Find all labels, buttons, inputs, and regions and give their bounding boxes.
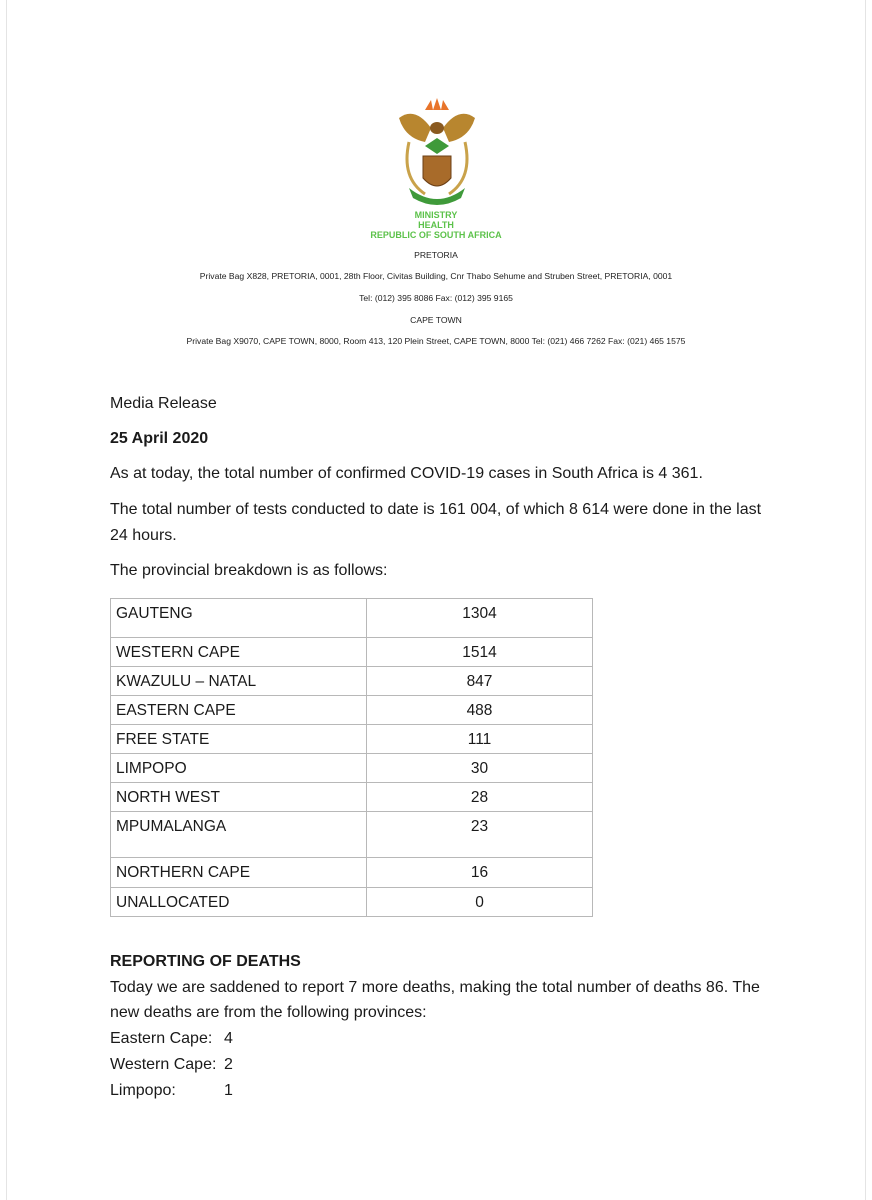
province-cases: 1514 <box>367 638 593 667</box>
province-cases: 0 <box>367 888 593 917</box>
deaths-line1: Today we are saddened to report 7 more deaths, making the total number of deaths 86. The <box>110 979 760 996</box>
death-count: 1 <box>224 1082 233 1099</box>
capetown-heading: CAPE TOWN <box>410 315 462 325</box>
province-cases: 111 <box>367 725 593 754</box>
province-name: NORTHERN CAPE <box>111 858 367 888</box>
province-name: NORTH WEST <box>111 783 367 812</box>
tests-paragraph-line2: 24 hours. <box>110 527 177 544</box>
pretoria-heading: PRETORIA <box>414 250 458 260</box>
table-row <box>111 667 593 696</box>
province-cases: 488 <box>367 696 593 725</box>
province-cases: 16 <box>367 858 593 888</box>
province-cases: 1304 <box>367 599 593 638</box>
table-row <box>111 725 593 754</box>
province-name: GAUTENG <box>111 599 367 638</box>
death-province: Eastern Cape: <box>110 1030 213 1047</box>
table-row <box>111 888 593 917</box>
table-row <box>111 783 593 812</box>
tests-paragraph-line1: The total number of tests conducted to date is 161 004, of which 8 614 were done in the last <box>110 501 762 518</box>
table-row <box>111 638 593 667</box>
province-name: KWAZULU – NATAL <box>111 667 367 696</box>
province-cases: 30 <box>367 754 593 783</box>
death-item <box>110 1026 233 1052</box>
death-item <box>110 1052 233 1078</box>
table-row <box>111 599 593 638</box>
death-province: Western Cape: <box>110 1056 217 1073</box>
ministry-label: MINISTRY <box>414 210 458 220</box>
province-cases: 28 <box>367 783 593 812</box>
province-cases: 847 <box>367 667 593 696</box>
death-province: Limpopo: <box>110 1082 176 1099</box>
pretoria-contact: Tel: (012) 395 8086 Fax: (012) 395 9165 <box>359 293 513 303</box>
release-type: Media Release <box>110 395 217 412</box>
province-name: LIMPOPO <box>111 754 367 783</box>
breakdown-intro: The provincial breakdown is as follows: <box>110 562 388 579</box>
provincial-breakdown-table <box>110 598 593 917</box>
deaths-line2: new deaths are from the following provinces: <box>110 1004 427 1021</box>
province-name: FREE STATE <box>111 725 367 754</box>
death-item <box>110 1078 233 1104</box>
table-row <box>111 812 593 858</box>
table-row <box>111 754 593 783</box>
death-count: 2 <box>224 1056 233 1073</box>
cases-paragraph: As at today, the total number of confirmed COVID-19 cases in South Africa is 4 361. <box>110 465 703 482</box>
province-name: MPUMALANGA <box>111 812 367 858</box>
coat-of-arms-icon <box>395 98 479 208</box>
province-name: EASTERN CAPE <box>111 696 367 725</box>
department-label: HEALTH <box>418 220 454 230</box>
province-name: WESTERN CAPE <box>111 638 367 667</box>
capetown-address: Private Bag X9070, CAPE TOWN, 8000, Room 413, 120 Plein Street, CAPE TOWN, 8000 Tel: (021) 466 7262 Fax: (021) 465 1575 <box>186 336 686 346</box>
table-row <box>111 696 593 725</box>
death-count: 4 <box>224 1030 233 1047</box>
pretoria-address: Private Bag X828, PRETORIA, 0001, 28th Floor, Civitas Building, Cnr Thabo Sehume and Struben Street, PRETORIA, 0001 <box>199 271 673 281</box>
deaths-heading: REPORTING OF DEATHS <box>110 953 301 970</box>
province-cases: 23 <box>367 812 593 858</box>
province-name: UNALLOCATED <box>111 888 367 917</box>
table-row <box>111 858 593 888</box>
release-date: 25 April 2020 <box>110 430 209 447</box>
country-label: REPUBLIC OF SOUTH AFRICA <box>370 230 502 240</box>
